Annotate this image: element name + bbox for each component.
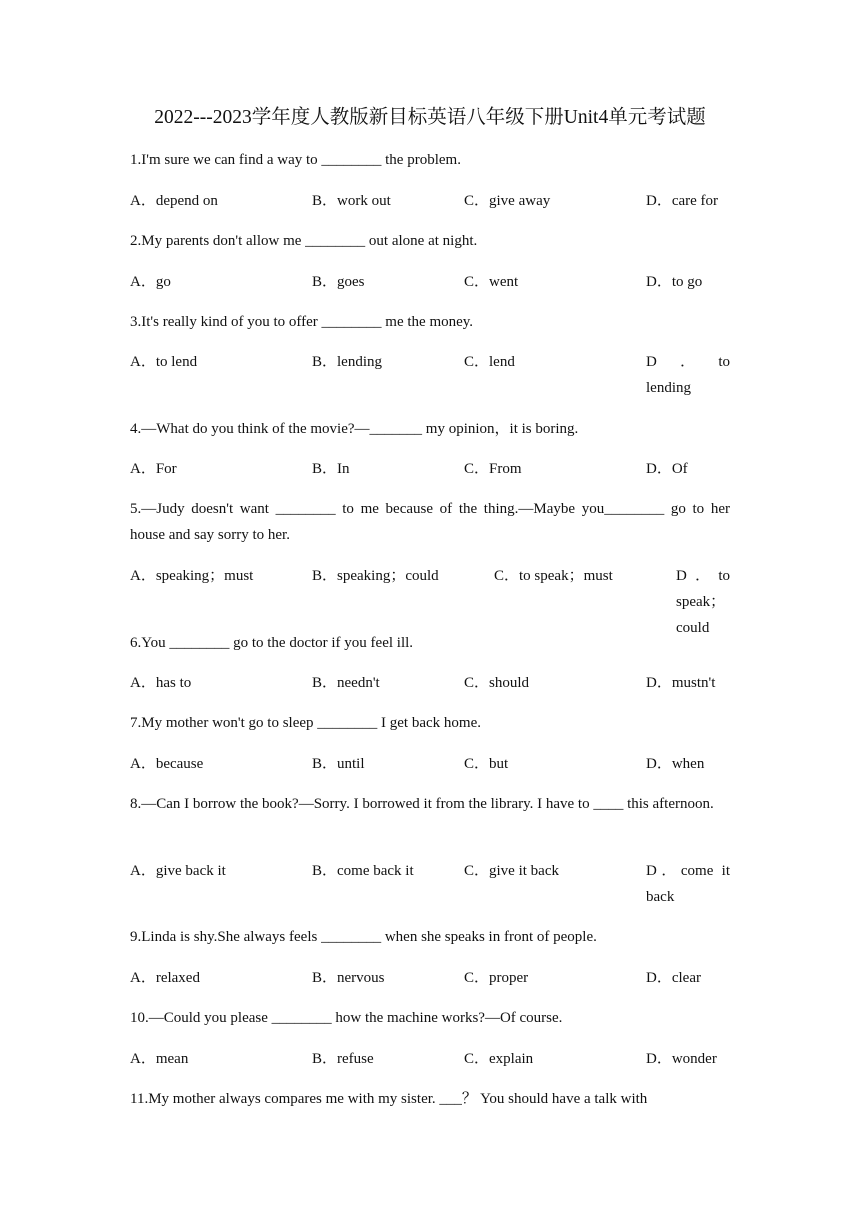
question-stem: 5.—Judy doesn't want ________ to me because of the thing.—Maybe you________ go to her house and say sorry to her. bbox=[130, 501, 730, 543]
question-stem: 6.You ________ go to the doctor if you feel ill. bbox=[130, 635, 414, 651]
option-c: C．explain bbox=[464, 1051, 534, 1067]
option-row bbox=[130, 965, 730, 991]
option-b: B．work out bbox=[312, 193, 391, 209]
option-row bbox=[130, 188, 730, 214]
option-a: A．relaxed bbox=[130, 970, 200, 986]
option-a: A．go bbox=[130, 274, 171, 290]
question-stem: 8.—Can I borrow the book?—Sorry. I borrowed it from the library. I have to ____ this afternoon. bbox=[130, 796, 714, 812]
option-row bbox=[130, 670, 730, 696]
question-stem: 7.My mother won't go to sleep ________ I get back home. bbox=[130, 715, 481, 731]
option-b: B．needn't bbox=[312, 675, 380, 691]
option-row bbox=[130, 858, 730, 905]
option-a: A．has to bbox=[130, 675, 192, 691]
option-a: A．depend on bbox=[130, 193, 218, 209]
option-b: B．goes bbox=[312, 274, 365, 290]
question-stem: 2.My parents don't allow me ________ out alone at night. bbox=[130, 233, 478, 249]
option-a: A．to lend bbox=[130, 354, 198, 370]
question-stem: 9.Linda is shy.She always feels ________ when she speaks in front of people. bbox=[130, 929, 597, 945]
option-b: B．refuse bbox=[312, 1051, 374, 1067]
question-stem: 1.I'm sure we can find a way to ________ the problem. bbox=[130, 152, 461, 168]
option-row bbox=[130, 456, 730, 482]
option-d: D．Of bbox=[646, 461, 688, 477]
option-d: D．mustn't bbox=[646, 675, 716, 691]
option-d-text: D．to speak；could bbox=[676, 568, 730, 636]
option-b: B．come back it bbox=[312, 863, 414, 879]
option-d-text: D．come it back bbox=[646, 863, 730, 905]
option-a: A．give back it bbox=[130, 863, 226, 879]
option-c: C．proper bbox=[464, 970, 529, 986]
option-d: D．wonder bbox=[646, 1051, 717, 1067]
option-a: A．speaking；must bbox=[130, 568, 254, 584]
question-stem: 3.It's really kind of you to offer ________ me the money. bbox=[130, 314, 474, 330]
question-stem: 10.—Could you please ________ how the machine works?—Of course. bbox=[130, 1010, 563, 1026]
page-title: 2022---2023学年度人教版新目标英语八年级下册Unit4单元考试题 bbox=[154, 107, 706, 128]
option-c: C．give away bbox=[464, 193, 551, 209]
option-a: A．mean bbox=[130, 1051, 189, 1067]
option-a: A．For bbox=[130, 461, 177, 477]
option-row bbox=[130, 751, 730, 777]
option-c: C．but bbox=[464, 756, 509, 772]
option-row bbox=[130, 349, 730, 396]
option-c: C．lend bbox=[464, 354, 515, 370]
option-d-text: D．to lending bbox=[646, 354, 730, 396]
option-d: D．clear bbox=[646, 970, 701, 986]
option-c: C．to speak；must bbox=[494, 568, 613, 584]
option-c: C．From bbox=[464, 461, 522, 477]
option-a: A．because bbox=[130, 756, 204, 772]
option-b: B．lending bbox=[312, 354, 382, 370]
option-d: D．when bbox=[646, 756, 705, 772]
option-b: B．speaking；could bbox=[312, 568, 439, 584]
option-row bbox=[130, 563, 730, 636]
option-d bbox=[646, 858, 730, 910]
option-b: B．nervous bbox=[312, 970, 385, 986]
option-c: C．went bbox=[464, 274, 519, 290]
option-d: D．care for bbox=[646, 193, 719, 209]
option-row bbox=[130, 269, 730, 295]
option-c: C．give it back bbox=[464, 863, 559, 879]
option-row bbox=[130, 1046, 730, 1072]
question-stem: 4.—What do you think of the movie?—_______ my opinion，it is boring. bbox=[130, 421, 579, 437]
option-c: C．should bbox=[464, 675, 530, 691]
option-b: B．until bbox=[312, 756, 365, 772]
question-stem: 11.My mother always compares me with my sister. ___？ You should have a talk with bbox=[130, 1091, 648, 1107]
option-b: B．In bbox=[312, 461, 350, 477]
option-d bbox=[646, 349, 730, 396]
option-d: D．to go bbox=[646, 274, 703, 290]
